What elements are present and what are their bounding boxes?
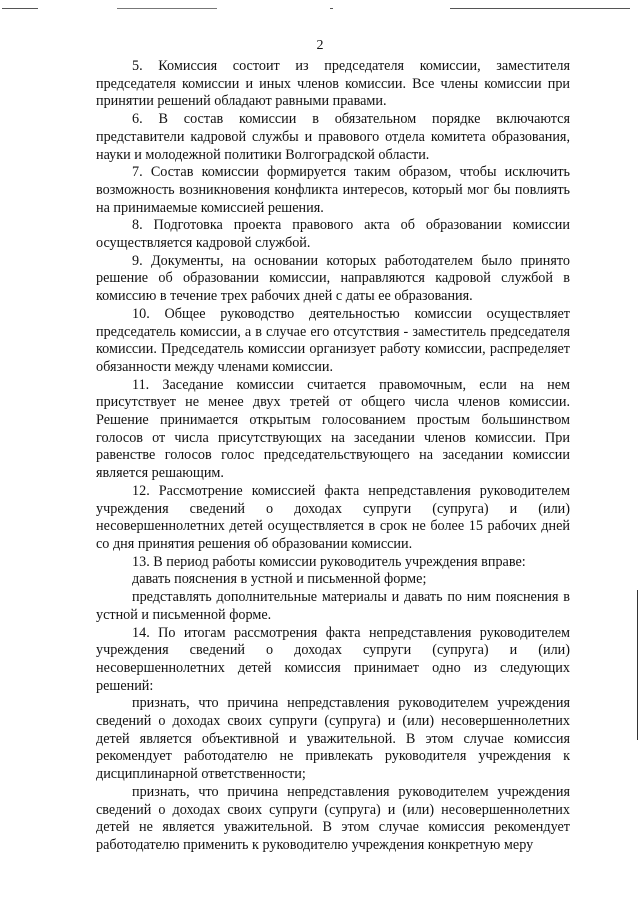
paragraph-8: 8. Подготовка проекта правового акта об образовании комиссии осуществляется кадровой службой. xyxy=(96,217,570,252)
paragraph-9: 9. Документы, на основании которых работодателем было принято решение об образовании комиссии, направляются кадровой службой в комиссию в течение трех рабочих дней с даты ее образования. xyxy=(96,252,570,305)
paragraph-14: 14. По итогам рассмотрения факта непредставления руководителем учреждения сведений о доходах супруги (супруга) и (или) несовершеннолетних детей комиссия принимает одно из следующих решений: xyxy=(96,624,570,694)
page-number: 2 xyxy=(316,38,324,53)
paragraph-13-item-1: давать пояснения в устной и письменной форме; xyxy=(132,571,427,588)
paragraph-6: 6. В состав комиссии в обязательном порядке включаются представители кадровой службы и правового отдела комитета образования, науки и молодежной политики Волгоградской области. xyxy=(96,111,570,163)
paragraph-14-option-2: признать, что причина непредставления руководителем учреждения сведений о доходах своих супруги (супруга) и (или) несовершеннолетних детей не является уважительной. В этом случае комиссия рекомендует работодателю применить к руководителю учреждения конкретную меру xyxy=(96,783,570,853)
paragraph-13: 13. В период работы комиссии руководитель учреждения вправе: xyxy=(132,553,526,570)
scan-artifact xyxy=(450,8,630,9)
scan-artifact xyxy=(330,8,333,9)
scan-edge xyxy=(637,590,638,740)
paragraph-12: 12. Рассмотрение комиссией факта непредставления руководителем учреждения сведений о доходах супруги (супруга) и (или) несовершеннолетних детей осуществляется в срок не более 15 рабочих дней со дня принятия решения об образовании комиссии. xyxy=(96,482,570,552)
paragraph-14-option-1: признать, что причина непредставления руководителем учреждения сведений о доходах своих супруги (супруга) и (или) несовершеннолетних детей является объективной и уважительной. В этом случае комиссия рекомендует работодателю не привлекать руководителя учреждения к дисциплинарной ответственности; xyxy=(96,695,570,783)
paragraph-7: 7. Состав комиссии формируется таким образом, чтобы исключить возможность возникновения конфликта интересов, который мог бы повлиять на принимаемые комиссией решения. xyxy=(96,164,570,216)
paragraph-10: 10. Общее руководство деятельностью комиссии осуществляет председатель комиссии, а в случае его отсутствия - заместитель председателя комиссии. Председатель комиссии организует работу комиссии, распределяет обязанности между членами комиссии. xyxy=(96,305,570,375)
document-body xyxy=(96,58,570,855)
scan-artifact xyxy=(2,8,38,9)
scan-artifact xyxy=(117,8,217,9)
paragraph-13-item-2: представлять дополнительные материалы и давать по ним пояснения в устной и письменной форме. xyxy=(96,589,570,623)
paragraph-5: 5. Комиссия состоит из председателя комиссии, заместителя председателя комиссии и иных членов комиссии. Все члены комиссии при принятии решений обладают равными правами. xyxy=(96,58,570,110)
paragraph-11: 11. Заседание комиссии считается правомочным, если на нем присутствует не менее двух третей от общего числа членов комиссии. Решение принимается открытым голосованием простым большинством голосов от числа присутствующих на заседании членов комиссии. При равенстве голосов голос председательствующего на заседании комиссии является решающим. xyxy=(96,376,570,482)
